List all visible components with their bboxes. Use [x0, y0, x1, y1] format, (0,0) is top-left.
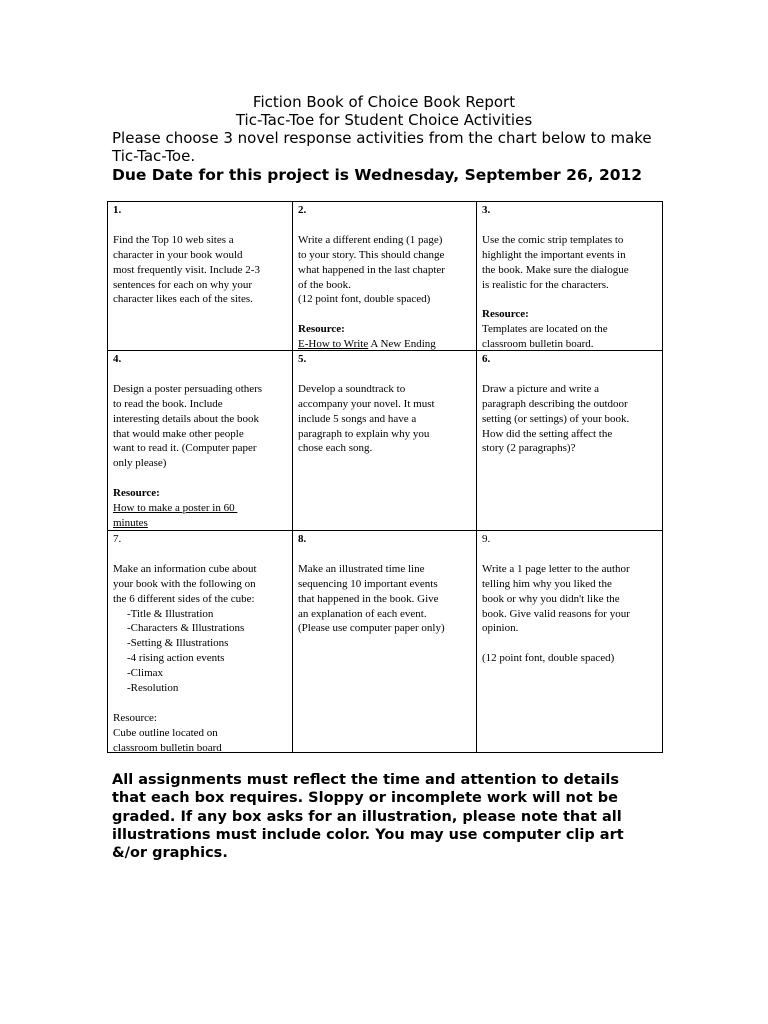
grid-cell-6	[477, 351, 662, 530]
cell-number: 8.	[298, 533, 307, 545]
cell-text-line: want to read it. (Computer paper	[113, 442, 257, 455]
cell-number: 6.	[482, 353, 491, 365]
cell-text-line: only please)	[113, 457, 167, 470]
cube-side-item: -Title & Illustration	[127, 607, 214, 620]
resource-text-line: Templates are located on the	[482, 323, 608, 336]
cell-text-line: Find the Top 10 web sites a	[113, 233, 234, 246]
cell-text-line: the book. Make sure the dialogue	[482, 263, 629, 276]
resource-link-text[interactable]: E-How to Write	[298, 338, 369, 350]
cell-text-line: Make an information cube about	[113, 562, 257, 575]
cell-text-line: accompany your novel. It must	[298, 397, 435, 410]
cell-text-line: most frequently visit. Include 2-3	[113, 263, 260, 276]
cell-text-line: highlight the important events in	[482, 248, 626, 261]
cell-text-line: interesting details about the book	[113, 412, 260, 425]
resource-link[interactable]: minutes	[113, 516, 148, 529]
grid-cell-9	[477, 531, 662, 752]
cell-text-line: that would make other people	[113, 427, 244, 440]
cell-text-line: book. Give valid reasons for your	[482, 607, 630, 620]
cell-text-line: Write a 1 page letter to the author	[482, 562, 630, 575]
cell-number: 5.	[298, 353, 307, 365]
cell-text-line: that happened in the book. Give	[298, 592, 439, 605]
grid-cell-1	[108, 202, 292, 350]
cell-text-line: character likes each of the sites.	[113, 293, 253, 306]
resource-label: Resource:	[113, 711, 157, 724]
resource-link[interactable]: How to make a poster in 60	[113, 502, 238, 515]
instructions	[112, 129, 672, 165]
cell-text-line: what happened in the last chapter	[298, 263, 445, 276]
cell-text-line: is realistic for the characters.	[482, 278, 609, 291]
resource-label: Resource:	[113, 487, 160, 500]
cell-text-line: Write a different ending (1 page)	[298, 233, 443, 246]
cell-text-line: Use the comic strip templates to	[482, 233, 624, 246]
cell-number: 4.	[113, 353, 122, 365]
cell-text-line: (12 point font, double spaced)	[482, 652, 615, 665]
cell-text-line: paragraph describing the outdoor	[482, 397, 628, 410]
cell-number: 9.	[482, 533, 491, 545]
footer-line: illustrations must include color. You may use computer clip art	[112, 826, 624, 843]
cube-side-item: -Characters & Illustrations	[127, 622, 245, 635]
instructions-line-2: Tic-Tac-Toe.	[112, 147, 196, 165]
cell-text-line: opinion.	[482, 622, 519, 635]
cell-text-line: of the book.	[298, 278, 351, 291]
cell-text-line: Develop a soundtrack to	[298, 382, 406, 395]
cell-text-line: to read the book. Include	[113, 397, 223, 410]
resource-text-line: classroom bulletin board	[113, 741, 222, 752]
cell-text-line: Make an illustrated time line	[298, 562, 425, 575]
cell-text-line: include 5 songs and have a	[298, 412, 417, 425]
grid-cell-4	[108, 351, 292, 530]
cell-number: 7.	[113, 533, 122, 545]
cell-text-line: Draw a picture and write a	[482, 382, 599, 395]
cell-text-line: an explanation of each event.	[298, 607, 427, 620]
cell-text-line: story (2 paragraphs)?	[482, 442, 576, 455]
cell-text-line: your book with the following on	[113, 577, 256, 590]
due-date: Due Date for this project is Wednesday, September 26, 2012	[112, 166, 643, 184]
footer-line: &/or graphics.	[112, 845, 228, 862]
cell-text-line: the 6 different sides of the cube:	[113, 592, 255, 605]
report-title: Fiction Book of Choice Book Report	[252, 93, 516, 111]
resource-text-line: Cube outline located on	[113, 726, 218, 739]
cell-text-line: to your story. This should change	[298, 248, 445, 261]
tic-tac-toe-grid	[107, 201, 663, 753]
resource-label: Resource:	[482, 308, 529, 321]
grid-cell-7	[108, 531, 292, 752]
cell-number: 1.	[113, 204, 122, 216]
cube-side-item: -Climax	[127, 667, 164, 680]
cell-number: 3.	[482, 204, 491, 216]
resource-link-rest: A New Ending	[368, 338, 436, 350]
grid-cell-2	[293, 202, 476, 350]
cell-text-line: (12 point font, double spaced)	[298, 293, 431, 306]
grid-cell-3	[477, 202, 662, 350]
cell-text-line: sentences for each on why your	[113, 278, 252, 291]
cell-text-line: (Please use computer paper only)	[298, 622, 445, 635]
grid-cell-5	[293, 351, 476, 530]
cell-text-line: How did the setting affect the	[482, 427, 613, 440]
footer-note	[112, 771, 672, 862]
report-subtitle: Tic-Tac-Toe for Student Choice Activities	[235, 111, 533, 129]
cell-text-line: paragraph to explain why you	[298, 427, 430, 440]
instructions-line-1: Please choose 3 novel response activities from the chart below to make	[112, 129, 652, 147]
cube-side-item: -Setting & Illustrations	[127, 637, 229, 650]
footer-line: graded. If any box asks for an illustration, please note that all	[112, 808, 622, 825]
footer-line: All assignments must reflect the time and attention to details	[112, 772, 620, 788]
resource-text-line: classroom bulletin board.	[482, 338, 594, 350]
footer-line: that each box requires. Sloppy or incomplete work will not be	[112, 790, 618, 807]
cell-text-line: character in your book would	[113, 248, 243, 261]
grid-cell-8	[293, 531, 476, 752]
cell-text-line: chose each song.	[298, 442, 373, 455]
resource-link[interactable]	[298, 337, 472, 350]
cell-text-line: setting (or settings) of your book.	[482, 412, 630, 425]
cube-side-item: -4 rising action events	[127, 652, 225, 665]
cell-text-line: telling him why you liked the	[482, 577, 612, 590]
cell-number: 2.	[298, 204, 307, 216]
cell-text-line: sequencing 10 important events	[298, 577, 438, 590]
cell-text-line: Design a poster persuading others	[113, 382, 263, 395]
resource-label: Resource:	[298, 323, 345, 336]
cell-text-line: book or why you didn't like the	[482, 592, 620, 605]
cube-side-item: -Resolution	[127, 682, 179, 695]
